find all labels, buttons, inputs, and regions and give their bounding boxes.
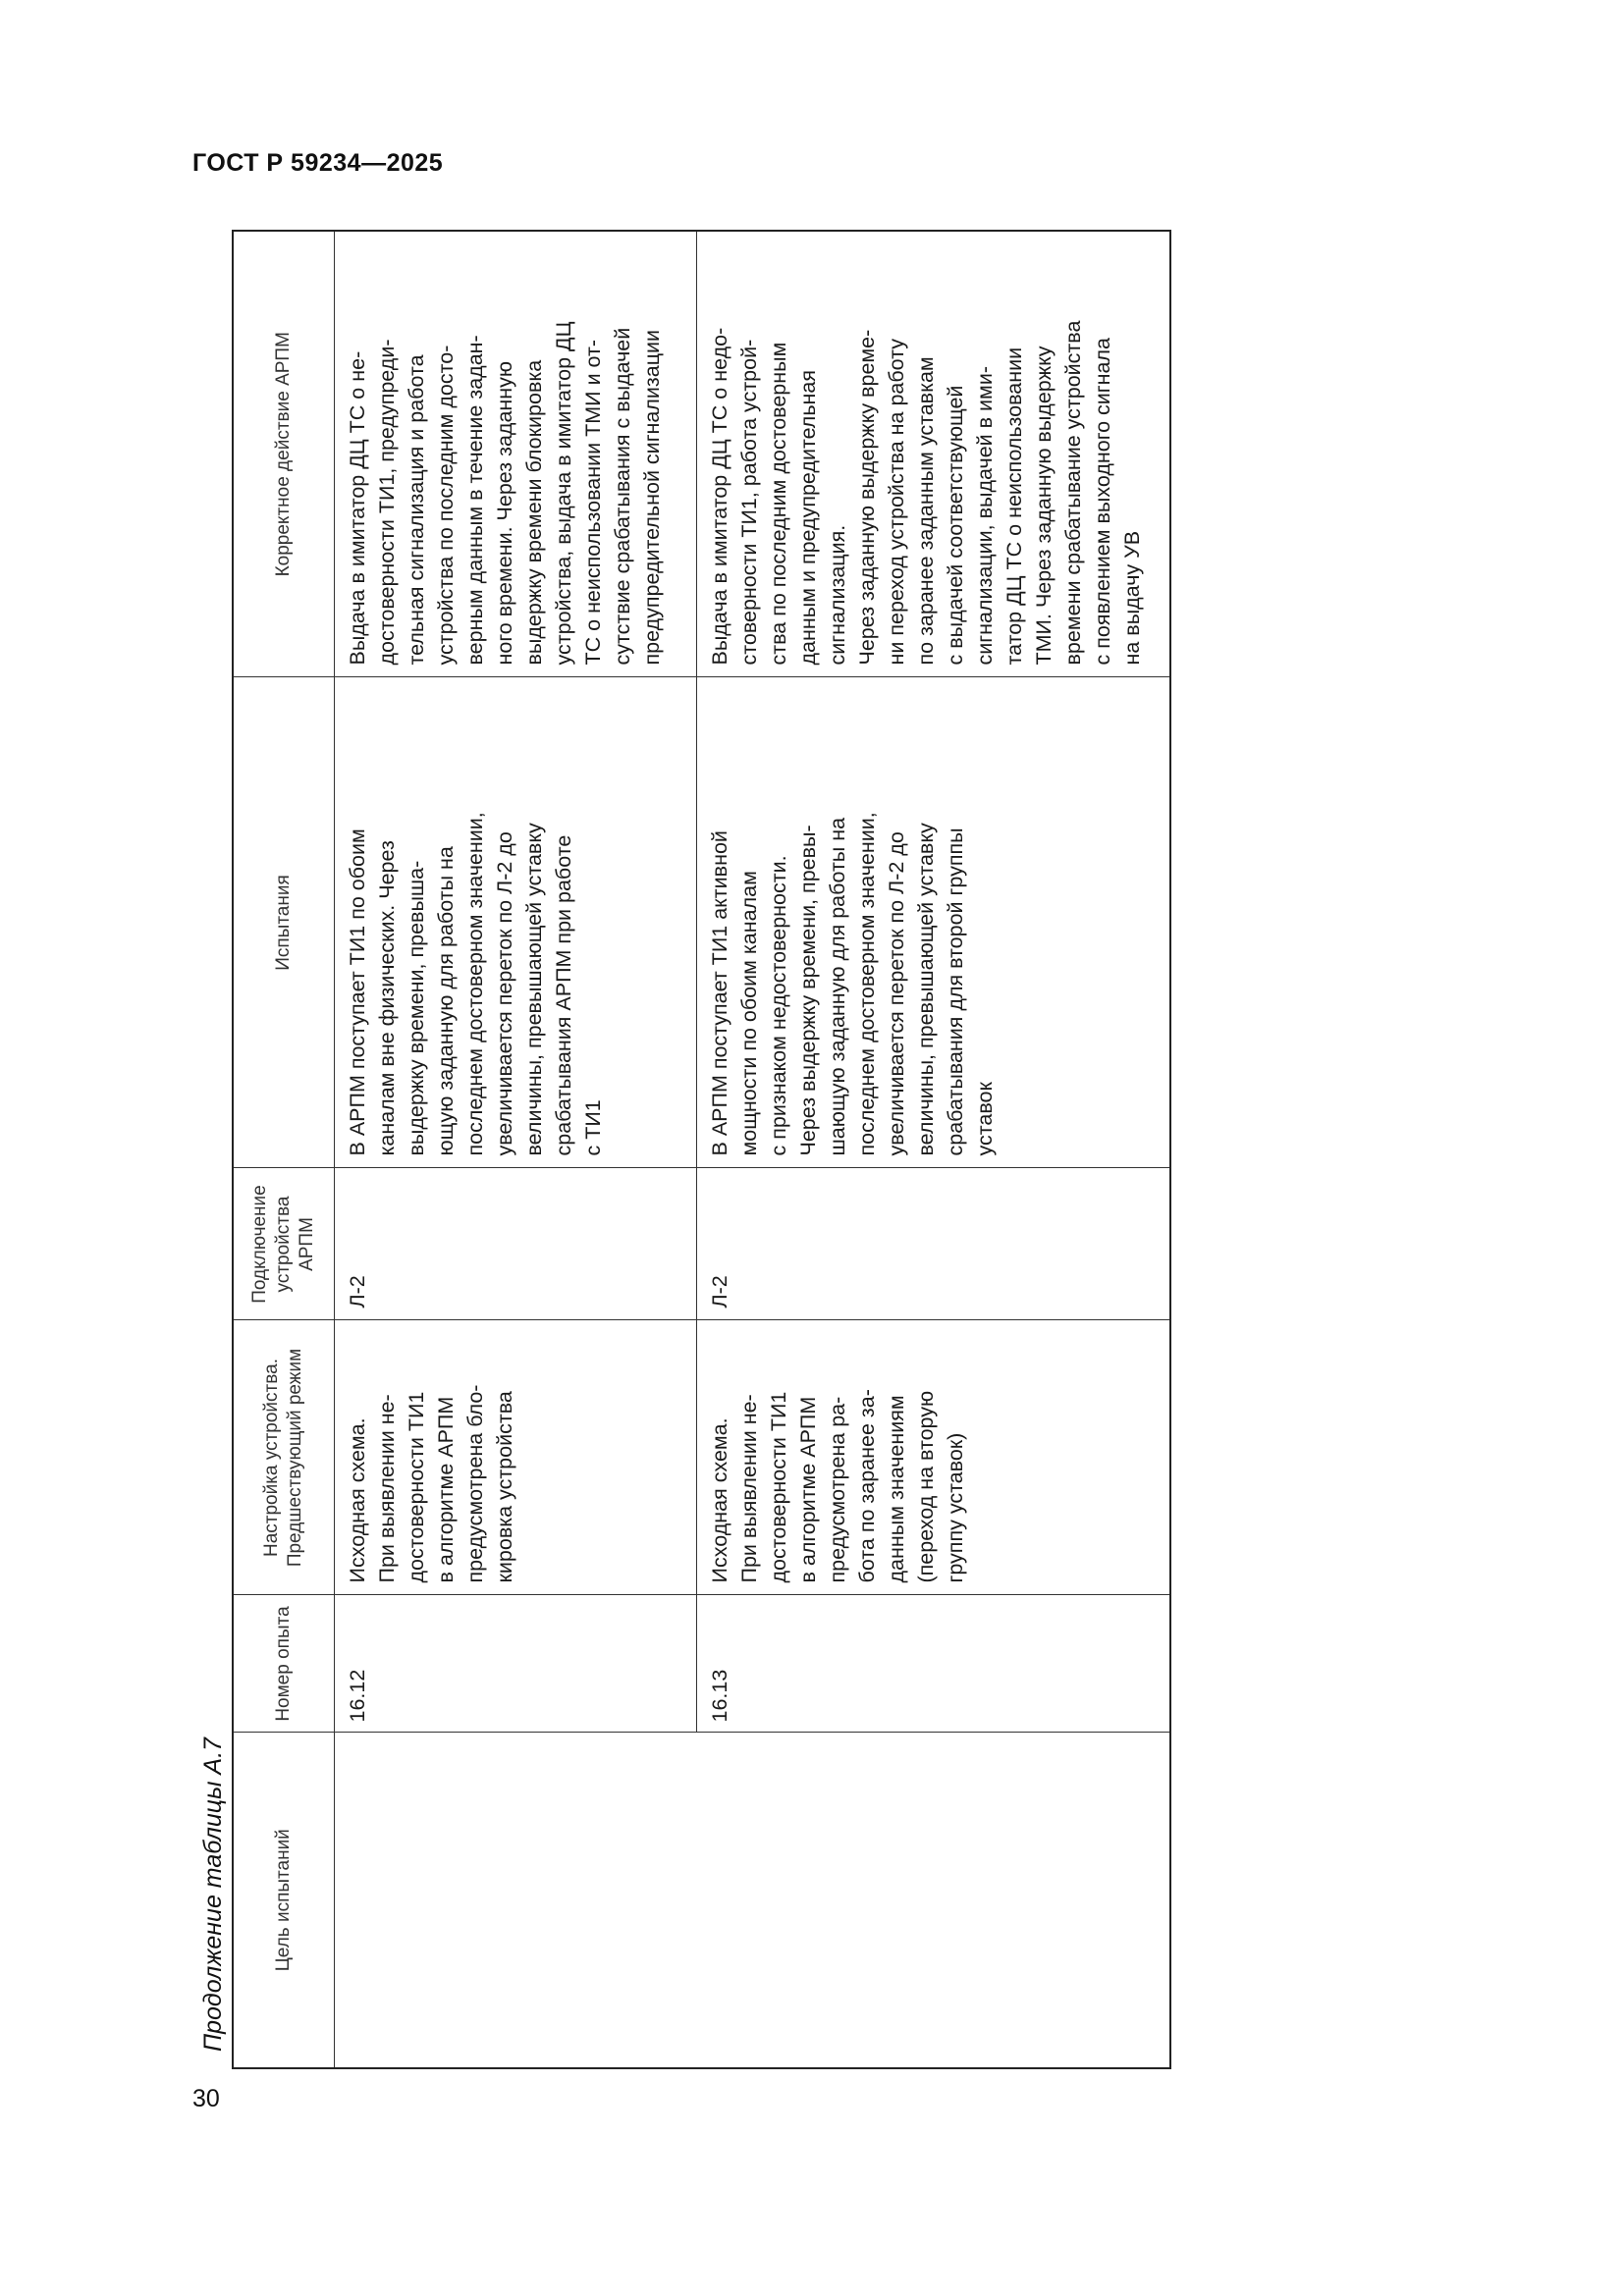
column-header-goal: Цель испытаний <box>233 1733 335 2068</box>
column-header-connection: Подключение устройства АРПМ <box>233 1168 335 1320</box>
column-header-setup: Настройка устройства. Предшествующий режим <box>233 1320 335 1595</box>
document-header: ГОСТ Р 59234—2025 <box>192 149 444 177</box>
column-header-number: Номер опыта <box>233 1595 335 1733</box>
cell-connection: Л-2 <box>335 1168 697 1320</box>
column-header-test: Испытания <box>233 677 335 1168</box>
cell-number: 16.12 <box>335 1595 697 1733</box>
cell-test: В АРПМ поступает ТИ1 активной мощности по обоим каналам с признаком недостоверности. Через выдержку времени, превы- шающую заданную для работы на последнем достоверном значении, увеличивается переток по Л-2 до величины, превышающей уставку срабатывания для второй группы уставок <box>697 677 1171 1168</box>
test-table <box>232 230 1171 2069</box>
cell-setup: Исходная схема. При выявлении не- достоверности ТИ1 в алгоритме АРПМ предусмотрена бло- кировка устройства <box>335 1320 697 1595</box>
table-caption: Продолжение таблицы А.7 <box>199 1737 227 2052</box>
cell-setup: Исходная схема. При выявлении не- достоверности ТИ1 в алгоритме АРПМ предусмотрена ра- бота по заранее за- данным значениям (переход на вторую группу уставок) <box>697 1320 1171 1595</box>
table-row <box>335 231 697 2068</box>
cell-connection: Л-2 <box>697 1168 1171 1320</box>
cell-action: Выдача в имитатор ДЦ ТС о недо- стоверности ТИ1, работа устрой- ства по последним достоверным данным и предупредительная сигнализация. Через заданную выдержку време- ни переход устройства на работу по заранее заданным уставкам с выдачей соответствующей сигнализации, выдачей в ими- татор ДЦ ТС о неиспользовании ТМИ. Через заданную выдержку времени срабатывание устройства с появлением выходного сигнала на выдачу УВ <box>697 231 1171 677</box>
cell-test: В АРПМ поступает ТИ1 по обоим каналам вне физических. Через выдержку времени, превыша- ющую заданную для работы на последнем достоверном значении, увеличивается переток по Л-2 до величины, превышающей уставку срабатывания АРПМ при работе с ТИ1 <box>335 677 697 1168</box>
rotated-table-container <box>232 232 1144 2069</box>
page-number: 30 <box>192 2085 220 2112</box>
table-header-row <box>233 231 335 2068</box>
cell-goal <box>335 1733 1171 2068</box>
cell-number: 16.13 <box>697 1595 1171 1733</box>
cell-action: Выдача в имитатор ДЦ ТС о не- достоверности ТИ1, предупреди- тельная сигнализация и работа устройства по последним досто- верным данным в течение задан- ного времени. Через заданную выдержку времени блокировка устройства, выдача в имитатор ДЦ ТС о неиспользовании ТМИ и от- сутствие срабатывания с выдачей предупредительной сигнализации <box>335 231 697 677</box>
column-header-action: Корректное действие АРПМ <box>233 231 335 677</box>
